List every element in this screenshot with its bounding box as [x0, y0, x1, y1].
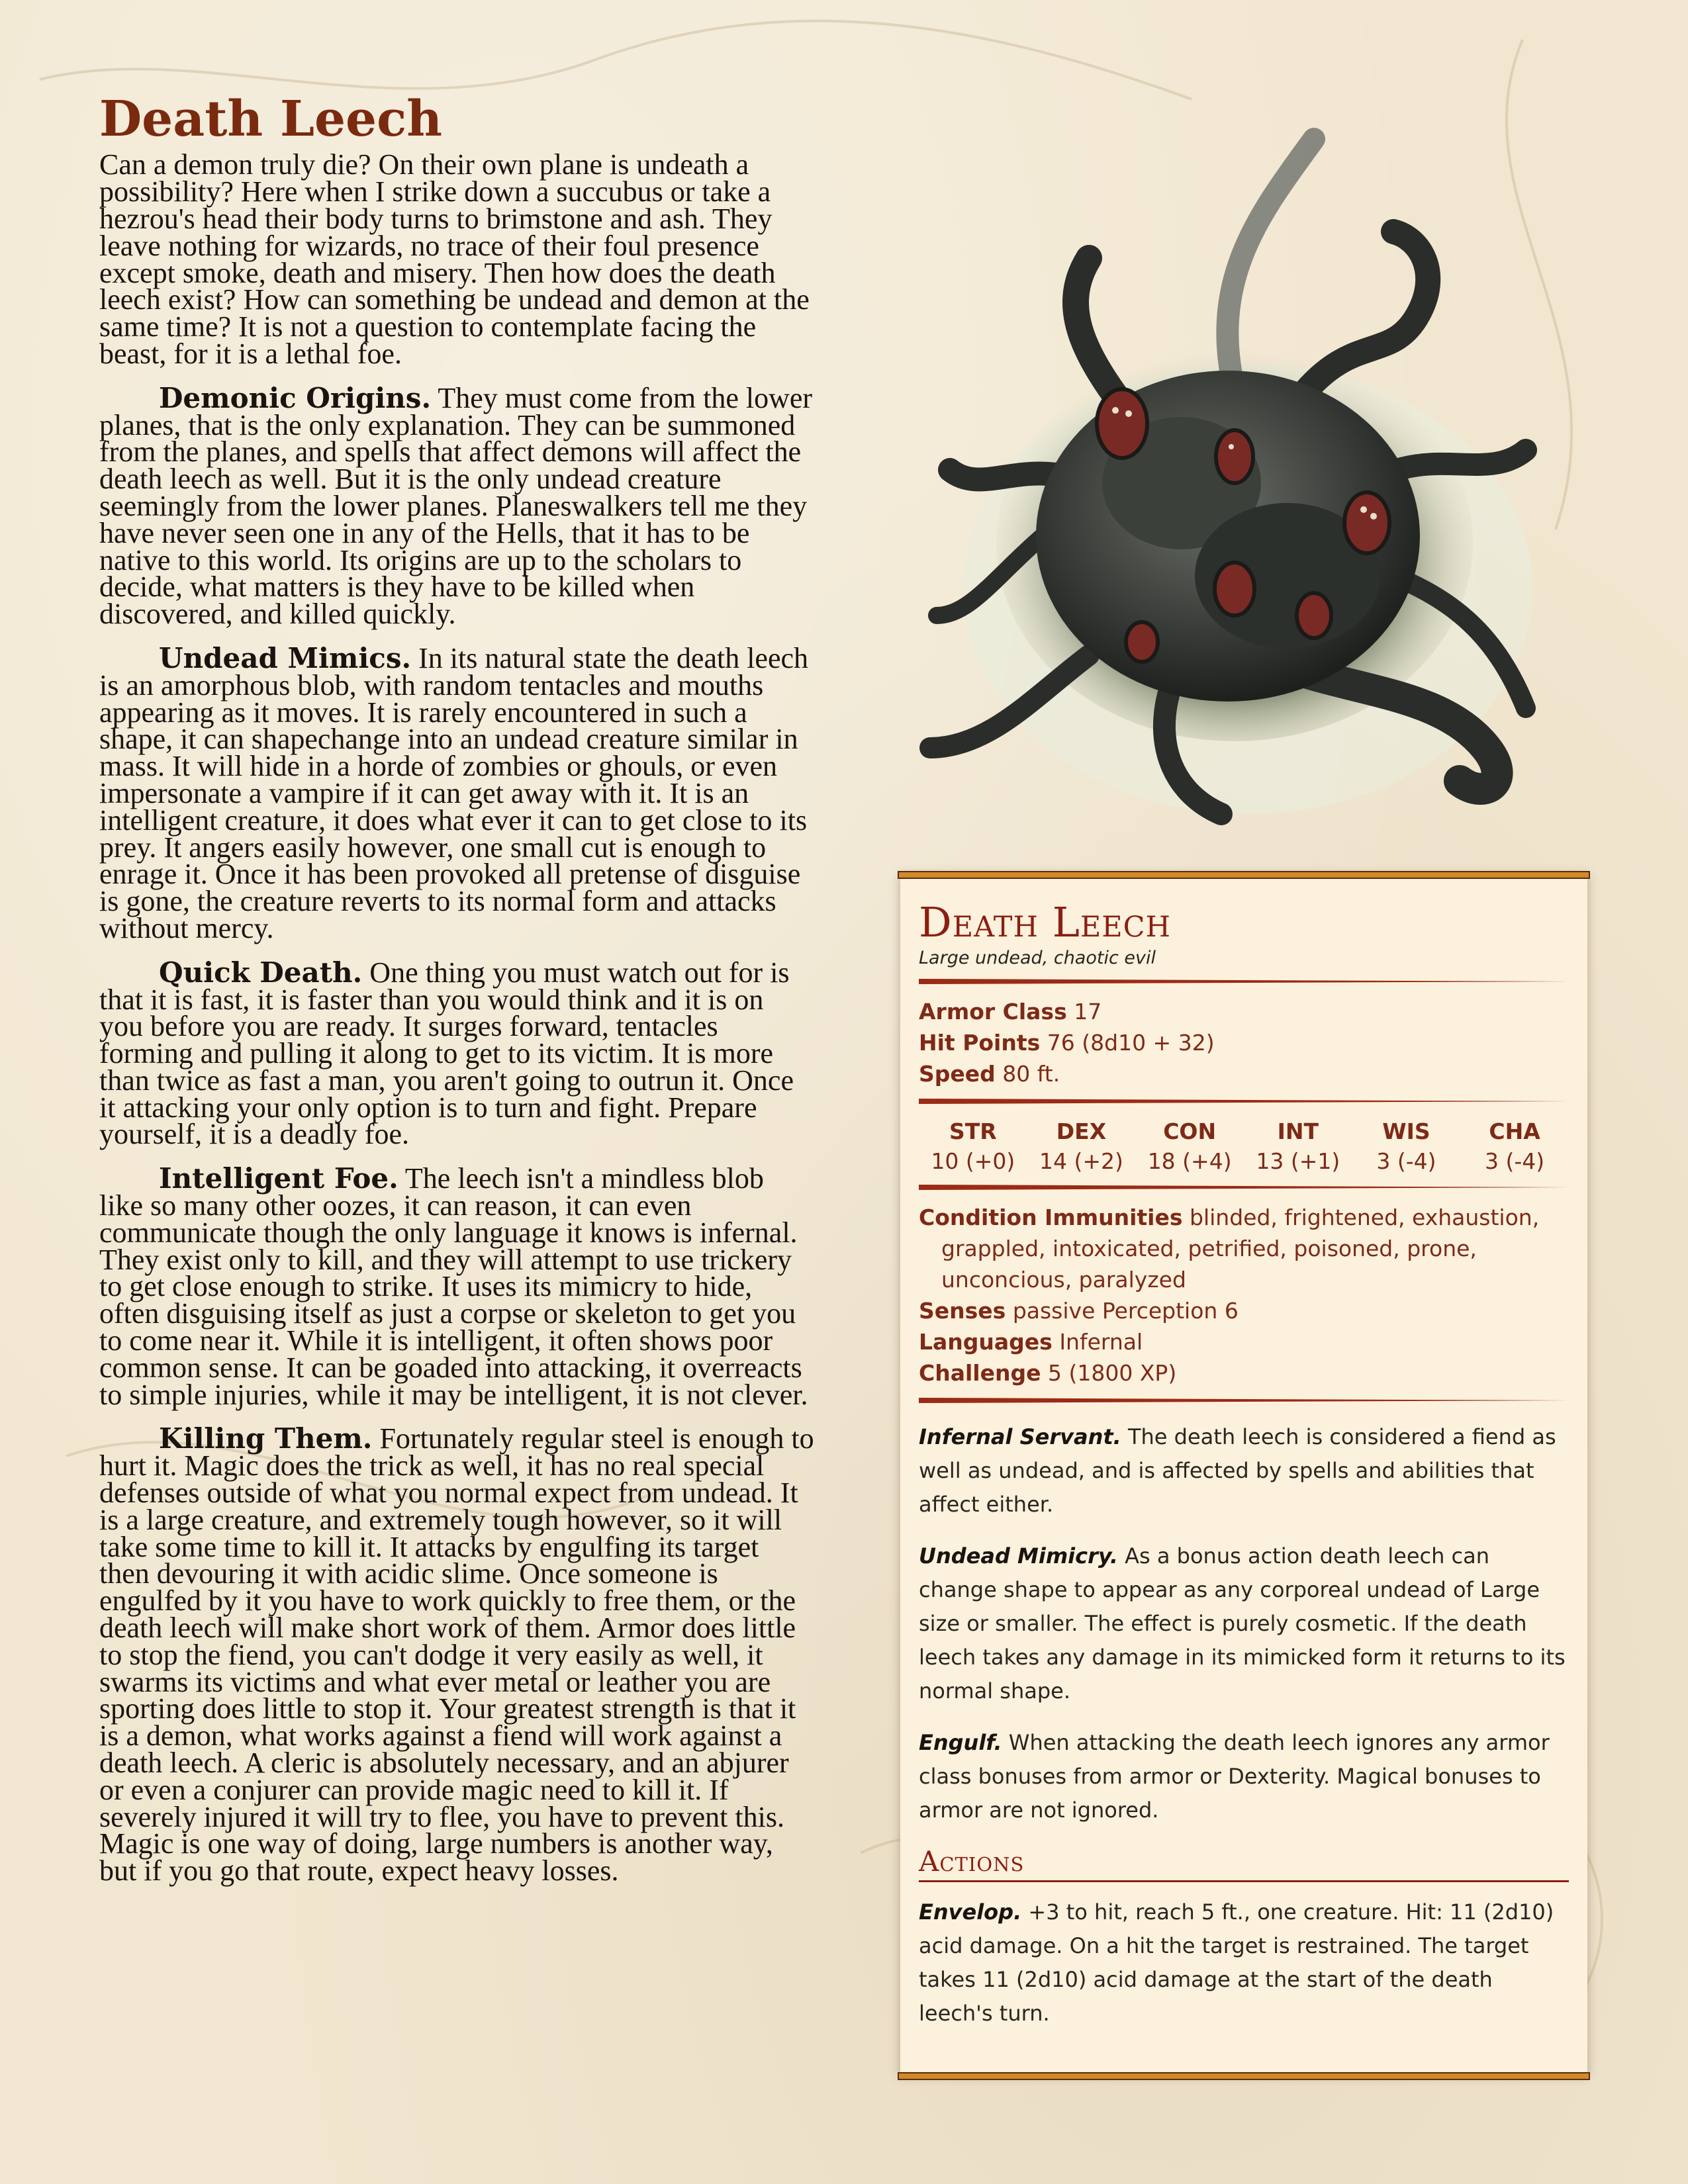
lore-column: [99, 93, 814, 1902]
stat-block: [900, 875, 1587, 2076]
section-text: One thing you must watch out for is that it is fast, it is faster than you would think and it is on you before you are ready. It surges forward, tentacles forming and pulling it along to get to its victim. It is more than twice as fast a man, you aren't going to outrun it. Once it attacking your only option is to turn and fight. Prepare yourself, it is a deadly foe.: [99, 956, 794, 1151]
divider: [919, 1099, 1569, 1104]
stat-block-top-border: [898, 871, 1590, 879]
section-text: They must come from the lower planes, that is the only explanation. They can be summoned from the planes, and spells that affect demons will affect the death leech as well. But it is the only undead creature seemingly from the lower planes. Planeswalkers tell me they have never seen one in any of the Hells, that it has to be native to this world. Its origins are up to the scholars to decide, what matters is they have to be killed when discovered, and killed quickly.: [99, 381, 813, 631]
speed: Speed 80 ft.: [919, 1061, 1060, 1087]
trait-undead-mimicry: Undead Mimicry. As a bonus action death leech can change shape to appear as any corporeal undead of Large size or smaller. The effect is purely cosmetic. If the death leech takes any damage in its mimicked form it returns to its normal shape.: [919, 1543, 1566, 1704]
stat-block-bottom-border: [898, 2072, 1590, 2080]
divider: [919, 979, 1569, 984]
ability-cha: CHA 3 (-4): [1485, 1118, 1545, 1175]
creature-name: Death Leech: [919, 898, 1172, 946]
section-heading: Intelligent Foe.: [159, 1162, 399, 1195]
languages: Languages Infernal: [919, 1329, 1143, 1355]
divider: [919, 1398, 1569, 1403]
creature-type: Large undead, chaotic evil: [919, 948, 1156, 969]
section-heading: Quick Death.: [159, 956, 363, 989]
section-demonic-origins: [99, 381, 814, 631]
section-heading: Demonic Origins.: [159, 381, 432, 414]
section-text: In its natural state the death leech is an amorphous blob, with random tentacles and mouths appearing as it moves. It is rarely encountered in such a shape, it can shapechange into an undead creature similar in mass. It will hide in a horde of zombies or ghouls, or even impersonate a vampire if it can get away with it. It is an intelligent creature, it does what ever it can to get close to its prey. It angers easily however, one small cut is enough to enrage it. Once it has been provoked all pretense of disguise is gone, the creature reverts to its normal form and attacks without mercy.: [99, 641, 809, 944]
section-quick-death: [99, 956, 814, 1151]
ability-int: INT 13 (+1): [1256, 1118, 1340, 1175]
armor-class: Armor Class 17: [919, 999, 1102, 1025]
ability-str: STR 10 (+0): [931, 1118, 1015, 1175]
section-text: Fortunately regular steel is enough to hurt it. Magic does the trick as well, it has no real special defenses outside of what you normal expect from undead. It is a large creature, and extremely tough however, so it will take some time to kill it. It attacks by engulfing its target then devouring it with acidic slime. Once someone is engulfed by it you have to work quickly to free them, or the death leech will make short work of them. Armor does little to stop the fiend, you can't dodge it very easily as well, it swarms its victims and what ever metal or leather you are sporting does little to stop it. Your greatest strength is that it is a demon, what works against a fiend will work against a death leech. A cleric is absolutely necessary, and an abjurer or even a conjurer can provide magic need to kill it. If severely injured it will try to flee, you have to prevent this. Magic is one way of doing, large numbers is another way, but if you go that route, expect heavy losses.: [99, 1422, 814, 1888]
ability-scores: [919, 1116, 1569, 1175]
section-undead-mimics: [99, 641, 814, 944]
section-heading: Killing Them.: [159, 1422, 373, 1455]
divider: [919, 1185, 1569, 1190]
challenge: Challenge 5 (1800 XP): [919, 1360, 1177, 1387]
senses: Senses passive Perception 6: [919, 1298, 1239, 1324]
hit-points: Hit Points 76 (8d10 + 32): [919, 1030, 1215, 1056]
trait-infernal-servant: Infernal Servant. The death leech is considered a fiend as well as undead, and is affected by spells and abilities that affect either.: [919, 1424, 1556, 1518]
ability-wis: WIS 3 (-4): [1376, 1118, 1436, 1175]
section-intelligent-foe: [99, 1162, 814, 1411]
condition-immunities: Condition Immunities blinded, frightened, exhaustion, grappled, intoxicated, petrified, poisoned, prone, unconcious, paralyzed: [919, 1205, 1540, 1293]
death-leech-illustration: [890, 113, 1582, 874]
action-envelop: Envelop. +3 to hit, reach 5 ft., one creature. Hit: 11 (2d10) acid damage. On a hit the target is restrained. The target takes 11 (2d10) acid damage at the start of the death leech's turn.: [919, 1899, 1554, 2026]
intro-paragraph: Can a demon truly die? On their own plane is undeath a possibility? Here when I strike down a succubus or take a hezrou's head their body turns to brimstone and ash. They leave nothing for wizards, no trace of their foul presence except smoke, death and misery. Then how does the death leech exist? How can something be undead and demon at the same time? It is not a question to contemplate facing the beast, for it is a lethal foe.: [99, 148, 810, 370]
section-text: The leech isn't a mindless blob like so many other oozes, it can reason, it can even communicate though the only language it knows is infernal. They exist only to kill, and they will attempt to use trickery to get close enough to strike. It uses its mimicry to hide, often disguising itself as just a corpse or skeleton to get you to come near it. While it is intelligent, it often shows poor common sense. It can be goaded into attacking, it overreacts to simple injuries, while it may be intelligent, it is not clever.: [99, 1162, 808, 1411]
ability-con: CON 18 (+4): [1147, 1118, 1232, 1175]
section-killing-them: [99, 1422, 814, 1888]
section-heading: Undead Mimics.: [159, 641, 412, 674]
trait-engulf: Engulf. When attacking the death leech ignores any armor class bonuses from armor or Dexterity. Magical bonuses to armor are not ignored.: [919, 1730, 1550, 1823]
ability-dex: DEX 14 (+2): [1039, 1118, 1123, 1175]
page-title: Death Leech: [99, 91, 442, 148]
actions-heading: Actions: [919, 1845, 1569, 1882]
